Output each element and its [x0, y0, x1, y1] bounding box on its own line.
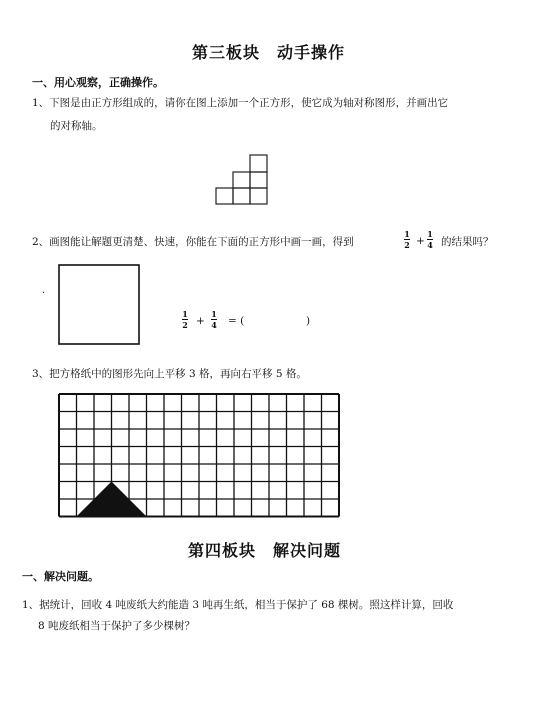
section3-heading: 一、用心观察，正确操作。 — [32, 76, 164, 89]
q2-plus: + — [416, 235, 425, 247]
section4-heading: 一、解决问题。 — [22, 570, 99, 583]
q2-text-b: 的结果吗？ — [441, 236, 494, 248]
q2-text-a: 2、画图能让解题更清楚、快速，你能在下面的正方形中画一画，得到 — [32, 236, 354, 248]
q1-line1: 1、下图是由正方形组成的，请你在图上添加一个正方形，使它成为轴对称图形，并画出它 — [32, 97, 449, 109]
eq-fraction-half: 1 2 — [182, 309, 188, 330]
q2-fraction-half: 1 2 — [404, 229, 410, 250]
section3-title: 第三板块 动手操作 — [192, 43, 346, 62]
s4-q1-line2: 8 吨废纸相当于保护了多少棵树？ — [38, 620, 196, 632]
eq-close: ) — [306, 315, 311, 327]
eq-equals-open: = ( — [228, 315, 245, 327]
answer-blank[interactable] — [258, 310, 304, 328]
q1-line2: 的对称轴。 — [50, 120, 103, 132]
section4-title: 第四板块 解决问题 — [188, 541, 342, 560]
eq-fraction-quarter: 1 4 — [211, 309, 217, 330]
eq-plus: + — [196, 315, 205, 327]
q3-text: 3、把方格纸中的图形先向上平移 3 格，再向右平移 5 格。 — [32, 368, 307, 380]
q1-square-figure — [214, 154, 270, 206]
q3-grid — [58, 393, 340, 519]
stray-mark: · — [42, 288, 46, 299]
q2-drawing-square[interactable] — [58, 264, 142, 346]
q2-fraction-quarter: 1 4 — [427, 229, 433, 250]
s4-q1-line1: 1、据统计，回收 4 吨废纸大约能造 3 吨再生纸，相当于保护了 68 棵树。照这样计算，回收 — [22, 599, 454, 611]
